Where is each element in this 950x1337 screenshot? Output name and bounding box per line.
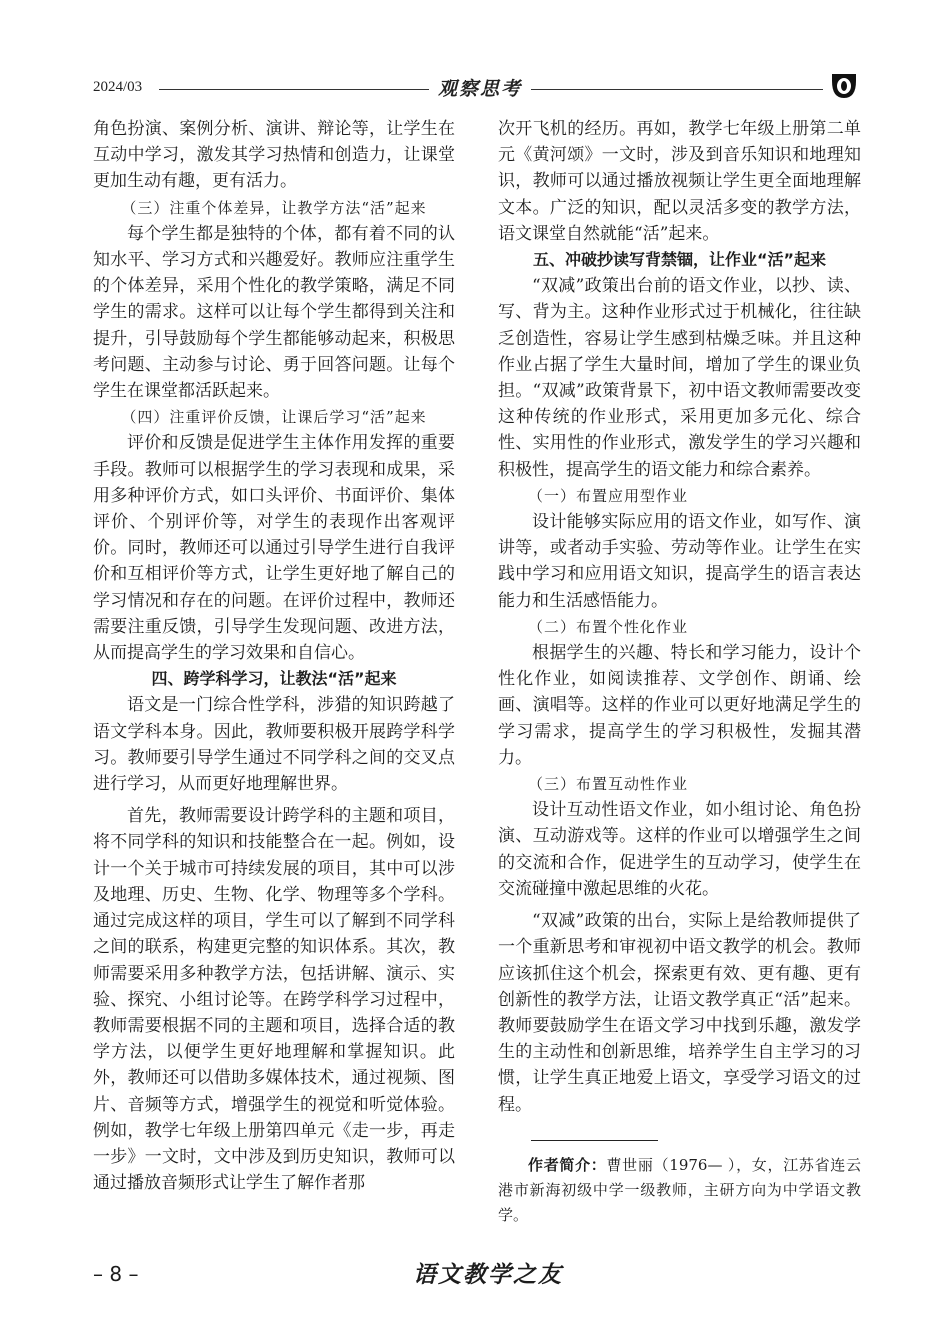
paragraph: “双减”政策出台前的语文作业，以抄、读、写、背为主。这种作业形式过于机械化，往往缺乏创造性，容易让学生感到枯燥乏味。并且这种作业占据了学生大量时间，增加了学生的课业负担。“双减”政策背景下，初中语文教师需要改变这种传统的作业形式，采用更加多元化、综合性、实用性的作业形式，激发学生的学习兴趣和积极性，提高学生的语文能力和综合素养。	[498, 276, 861, 480]
subsection-heading: （四）注重评价反馈，让课后学习“活”起来	[121, 408, 427, 427]
paragraph: “双减”政策的出台，实际上是给教师提供了一个重新思考和审视初中语文教学的机会。教师应该抓住这个机会，探索更有效、更有趣、更有创新性的教学方法，让语文教学真正“活”起来。教师要鼓励学生在语文学习中找到乐趣，激发学生的主动性和创新思维，培养学生自主学习的习惯，让学生真正地爱上语文，享受学习语文的过程。	[498, 911, 861, 1115]
paragraph: 每个学生都是独特的个体，都有着不同的认知水平、学习方式和兴趣爱好。教师应注重学生的个体差异，采用个性化的教学策略，满足不同学生的需求。这样可以让每个学生都得到关注和提升，引导鼓励每个学生都能够动起来，积极思考问题、主动参与讨论、勇于回答问题。让每个学生在课堂都活跃起来。	[93, 223, 455, 402]
paragraph: 角色扮演、案例分析、演讲、辩论等，让学生在互动中学习，激发其学习热情和创造力，让课堂更加生动有趣，更有活力。	[93, 119, 455, 192]
footnote-rule	[531, 1140, 658, 1141]
section-title: 观察思考	[438, 78, 523, 100]
subsection-heading: （三）注重个体差异，让教学方法“活”起来	[121, 198, 427, 217]
paragraph: 次开飞机的经历。再如，教学七年级上册第二单元《黄河颂》一文时，涉及到音乐知识和地理知识，教师可以通过播放视频让学生更全面地理解文本。广泛的知识，配以灵活多变的教学方法，语文课堂自然就能“活”起来。	[498, 119, 861, 244]
left-column	[93, 116, 455, 1196]
paragraph: 评价和反馈是促进学生主体作用发挥的重要手段。教师可以根据学生的学习表现和成果，采用多种评价方式，如口头评价、书面评价、集体评价、个别评价等，对学生的表现作出客观评价。同时，教师还可以通过引导学生进行自我评价和互相评价等方式，让学生更好地了解自己的学习情况和存在的问题。在评价过程中，教师还需要注重反馈，引导学生发现问题、改进方法，从而提高学生的学习效果和自信心。	[93, 433, 455, 664]
section-heading: 四、跨学科学习，让教法“活”起来	[151, 669, 397, 689]
paragraph: 语文是一门综合性学科，涉猎的知识跨越了语文学科本身。因此，教师要积极开展跨学科学习。教师要引导学生通过不同学科之间的交叉点进行学习，从而更好地理解世界。	[93, 695, 455, 795]
right-column	[498, 116, 861, 1118]
header-rule-left	[159, 89, 429, 90]
paragraph: 设计能够实际应用的语文作业，如写作、演讲等，或者动手实验、劳动等作业。让学生在实践中学习和应用语文知识，提高学生的语言表达能力和生活感悟能力。	[498, 512, 861, 611]
subsection-heading: （一）布置应用型作业	[528, 486, 689, 505]
paragraph: 设计互动性语文作业，如小组讨论、角色扮演、互动游戏等。这样的作业可以增强学生之间的交流和合作，促进学生的互动学习，使学生在交流碰撞中激起思维的火花。	[498, 800, 861, 899]
subsection-heading: （二）布置个性化作业	[528, 617, 689, 636]
page-number: – 8 –	[93, 1262, 139, 1286]
header-rule-right	[531, 89, 823, 90]
paragraph: 根据学生的兴趣、特长和学习能力，设计个性化作业，如阅读推荐、文学创作、朗诵、绘画、演唱等。这样的作业可以更好地满足学生的学习需求，提高学生的学习积极性，发掘其潜力。	[498, 643, 861, 768]
author-bio	[498, 1153, 861, 1228]
issue-date: 2024/03	[93, 79, 143, 95]
page-header	[93, 70, 863, 104]
section-heading: 五、冲破抄读写背禁锢，让作业“活”起来	[532, 250, 827, 270]
author-bio-text: 曹世丽（1976— ），女，江苏省连云港市新海初级中学一级教师，主研方向为中学语文教学。	[498, 1156, 861, 1224]
journal-name: 语文教学之友	[413, 1261, 563, 1288]
author-bio-label: 作者简介：	[528, 1156, 607, 1174]
subsection-heading: （三）布置互动性作业	[528, 775, 689, 794]
paragraph: 首先，教师需要设计跨学科的主题和项目，将不同学科的知识和技能整合在一起。例如，设计一个关于城市可持续发展的项目，其中可以涉及地理、历史、生物、化学、物理等多个学科。通过完成这样的项目，学生可以了解到不同学科之间的联系，构建更完整的知识体系。其次，教师需要采用多种教学方法，包括讲解、演示、实验、探究、小组讨论等。在跨学科学习过程中，教师需要根据不同的主题和项目，选择合适的教学方法，以便学生更好地理解和掌握知识。此外，教师还可以借助多媒体技术，通过视频、图片、音频等方式，增强学生的视觉和听觉体验。例如，教学七年级上册第四单元《走一步，再走一步》一文时，文中涉及到历史知识，教师可以通过播放音频形式让学生了解作者那	[93, 806, 455, 1194]
leaf-logo-icon	[829, 71, 859, 101]
